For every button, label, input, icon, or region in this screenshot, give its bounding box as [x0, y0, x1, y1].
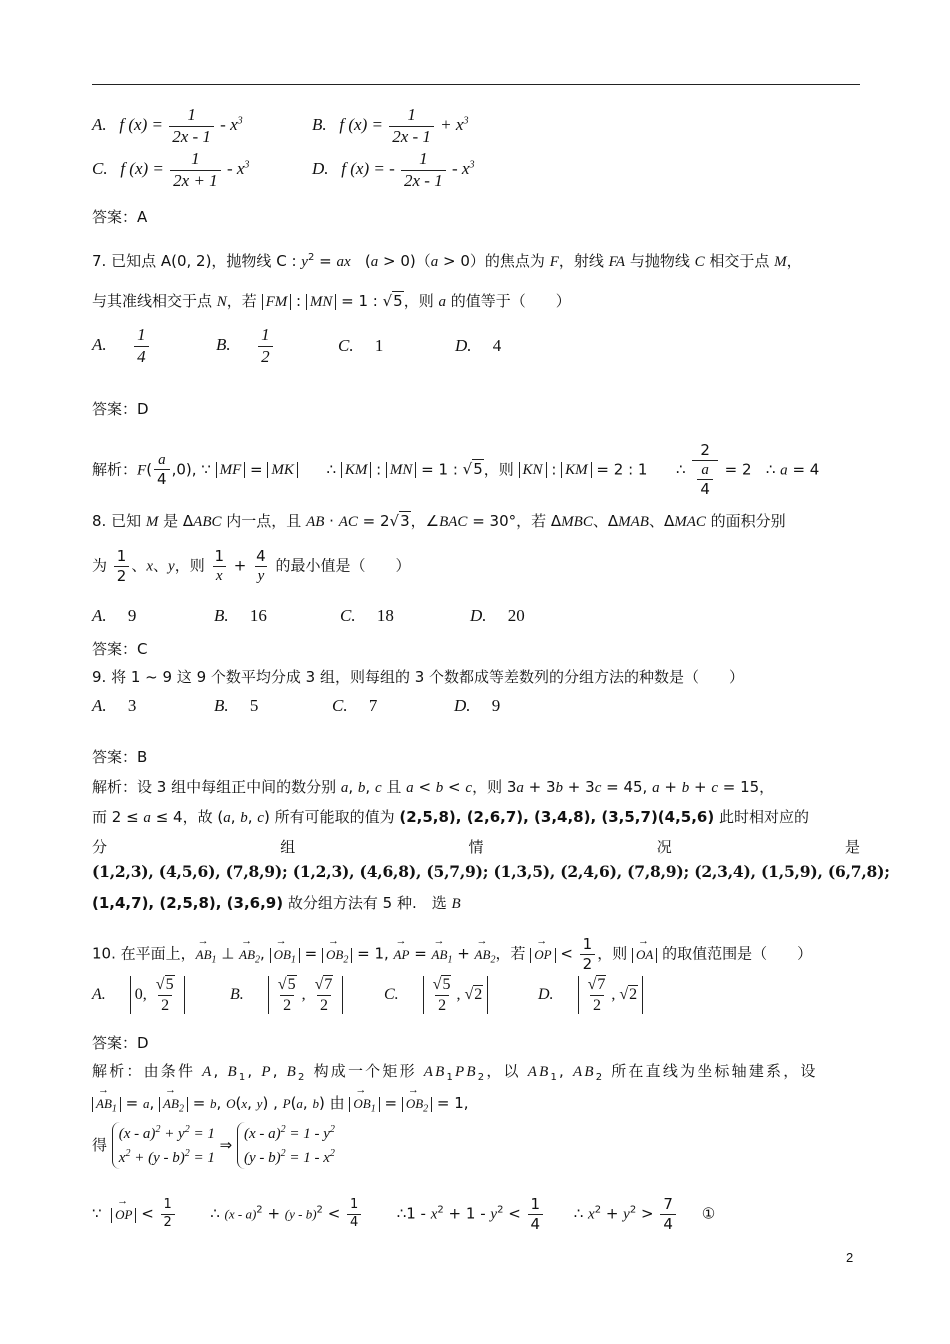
q6-option-a: A. f (x) = $\frac{1}{2x - 1}$ - $x^3$ — [92, 105, 243, 146]
q7-analysis: 解析：F( $\frac{a}{4}$ ,0), ∵ MF = MK ∴ KM : MN = 1 : √5，则 KN : KM = 2 : 1 ∴ $\frac{2}{\frac{a}{4}}$ = 2 ∴ a = 4 — [92, 441, 820, 498]
q9-answer: 答案：B — [92, 748, 148, 766]
q7-option-a: A. $\frac{1}{4}$ — [92, 326, 151, 366]
q10-analysis-line4: ∵ → OP < $\frac{1}{2}$ ∴ (x - a)$^2$ + (y - b)$^2$ < $\frac{1}{4}$ ∴1 - $x^2 + 1 - y^2$ < $\frac{1}{4}$ ∴ $x^2 + y^2$ > $\frac{7}{4}$ ① — [92, 1196, 715, 1232]
q10-option-d: D. $\frac{√7}{2}$ , √2 — [538, 976, 643, 1014]
q9-analysis-line1: 解析：设 3 组中每组正中间的数分别 a, b, c 且 a < b < c，则 3a + 3b + 3c = 45, a + b + c = 15， — [92, 778, 775, 796]
q8-stem-line1: 8. 已知 M 是 ΔABC 内一点，且 AB · AC = 2√3，∠BAC = 30°，若 ΔMBC、ΔMAB、ΔMAC 的面积分别 — [92, 512, 786, 530]
q8-option-a: A. 9 — [92, 606, 137, 625]
q6-option-c: C. f (x) = $\frac{1}{2x + 1}$ - $x^3$ — [92, 149, 250, 190]
q8-stem-line2: 为 $\frac{1}{2}$ 、x、y，则 $\frac{1}{x}$ + $\frac{4}{y}$ 的最小值是（ ） — [92, 547, 411, 585]
q8-answer: 答案：C — [92, 640, 148, 658]
page-number: 2 — [846, 1250, 854, 1265]
q7-answer: 答案：D — [92, 400, 149, 418]
spaced-char: 分 — [92, 838, 108, 856]
spaced-char: 是 — [844, 838, 860, 856]
q6-option-d: D. f (x) = - $\frac{1}{2x - 1}$ - $x^3$ — [312, 149, 475, 190]
q10-analysis-line2: → $AB_1 = a$, → $AB_2 = b$, O(x, y) , P(a, b) 由 → $OB_1$ = → $OB_2 = 1$, — [92, 1092, 469, 1115]
q10-option-a: A. 0, $\frac{√5}{2}$ — [92, 976, 185, 1014]
q10-answer: 答案：D — [92, 1034, 149, 1052]
q9-analysis-line3 — [92, 836, 860, 857]
q10-option-c: C. $\frac{√5}{2}$ , √2 — [384, 976, 488, 1014]
q7-stem-line1: 7. 已知点 A(0, 2)，抛物线 C : $y^2$ = ax (a > 0)（a > 0）的焦点为 F，射线 FA 与抛物线 C 相交于点 M， — [92, 252, 802, 270]
q10-analysis-line1: 解析：由条件 A, $B_1$, P, $B_2$ 构成一个矩形 $AB_1PB_2$，以 $AB_1$, $AB_2$ 所在直线为坐标轴建系，设 — [92, 1062, 818, 1083]
q7-option-b: B. $\frac{1}{2}$ — [216, 326, 275, 366]
q8-option-b: B. 16 — [214, 606, 267, 625]
q6-answer: 答案：A — [92, 208, 148, 226]
spaced-char: 情 — [468, 838, 484, 856]
q10-stem: 10. 在平面上，→ $AB_1$ ⊥ → $AB_2$, → $OB_1$ = → $OB_2 = 1$, → AP = → $AB_1$ + → $AB_2$，若 → OP < $\frac{1}{2}$ ，则 → OA 的取值范围是（ ） — [92, 936, 812, 972]
q7-option-d: D. 4 — [455, 336, 502, 355]
q7-stem-line2: 与其准线相交于点 N，若 FM : MN = 1 : √5，则 a 的值等于（ ） — [92, 292, 571, 310]
header-rule — [92, 84, 860, 85]
q9-option-a: A. 3 — [92, 696, 137, 715]
q9-analysis-line4: (1,2,3), (4,5,6), (7,8,9); (1,2,3), (4,6,8), (5,7,9); (1,3,5), (2,4,6), (7,8,9); (2,3,4), (1,5,9), (6,7,8); — [92, 862, 890, 881]
q6-option-b: B. f (x) = $\frac{1}{2x - 1}$ + $x^3$ — [312, 105, 469, 146]
spaced-char: 组 — [280, 838, 296, 856]
spaced-char: 况 — [656, 838, 672, 856]
q10-option-b: B. $\frac{√5}{2}$ , $\frac{√7}{2}$ — [230, 976, 343, 1014]
q8-option-d: D. 20 — [470, 606, 525, 625]
q9-option-c: C. 7 — [332, 696, 378, 715]
q9-stem: 9. 将 1 ~ 9 这 9 个数平均分成 3 组，则每组的 3 个数都成等差数列的分组方法的种数是（ ） — [92, 668, 745, 686]
q10-analysis-line3: 得 $(x - a)^2 + y^2 = 1$ $x^2 + (y - b)^2 = 1$ ⇒ $(x - a)^2 = 1 - y^2$ $(y - b)^2 = 1 - x^2$ — [92, 1122, 335, 1169]
q9-option-d: D. 9 — [454, 696, 501, 715]
q9-analysis-line2: 而 2 ≤ a ≤ 4，故 (a, b, c) 所有可能取的值为 (2,5,8), (2,6,7), (3,4,8), (3,5,7)(4,5,6) 此时相对应的 — [92, 808, 809, 826]
q9-option-b: B. 5 — [214, 696, 259, 715]
q8-option-c: C. 18 — [340, 606, 394, 625]
q7-option-c: C. 1 — [338, 336, 384, 355]
q9-analysis-line5: (1,4,7), (2,5,8), (3,6,9) 故分组方法有 5 种. 选 B — [92, 894, 461, 912]
